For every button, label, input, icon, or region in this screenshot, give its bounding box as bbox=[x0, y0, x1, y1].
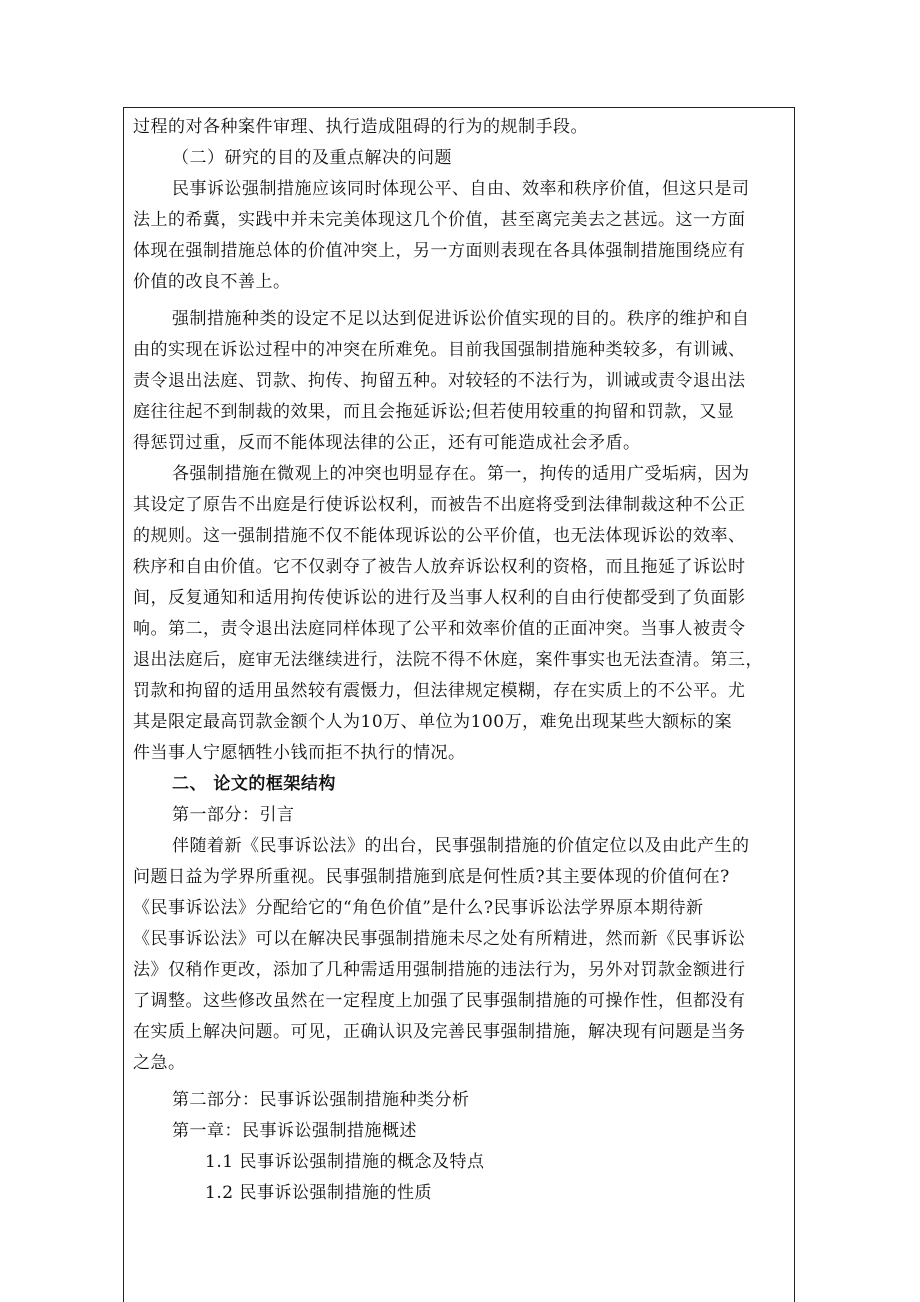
part-heading: 第一部分：引言 bbox=[172, 805, 295, 825]
text-line: 其设定了原告不出庭是行使诉讼权利，而被告不出庭将受到法律制裁这种不公正 bbox=[133, 495, 746, 515]
text-line: 问题日益为学界所重视。民事强制措施到底是何性质?其主要体现的价值何在? bbox=[133, 867, 730, 887]
text-line: 法》仅稍作更改，添加了几种需适用强制措施的违法行为，另外对罚款金额进行 bbox=[133, 960, 746, 980]
text-line: 法上的希冀，实践中并未完美体现这几个价值，甚至离完美去之甚远。这一方面 bbox=[133, 210, 746, 230]
text-line: 退出法庭后，庭审无法继续进行，法院不得不休庭，案件事实也无法查清。第三， bbox=[133, 650, 763, 670]
section-heading: （二）研究的目的及重点解决的问题 bbox=[172, 148, 452, 168]
section-heading: 二、 论文的框架结构 bbox=[172, 774, 336, 794]
part-heading: 第二部分：民事诉讼强制措施种类分析 bbox=[172, 1090, 470, 1110]
text-line: 民事诉讼强制措施应该同时体现公平、自由、效率和秩序价值，但这只是司 bbox=[172, 179, 750, 199]
text-line: 《民事诉讼法》可以在解决民事强制措施未尽之处有所精进，然而新《民事诉讼 bbox=[133, 929, 746, 949]
text-line: 体现在强制措施总体的价值冲突上，另一方面则表现在各具体强制措施围绕应有 bbox=[133, 241, 746, 261]
text-line: 其是限定最高罚款金额个人为10万、单位为100万，难免出现某些大额标的案 bbox=[133, 712, 733, 732]
text-line: 责令退出法庭、罚款、拘传、拘留五种。对较轻的不法行为，训诫或责令退出法 bbox=[133, 371, 746, 391]
text-line: 《民事诉讼法》分配给它的“角色价值”是什么?民事诉讼法学界原本期待新 bbox=[133, 898, 704, 918]
text-line: 间，反复通知和适用拘传使诉讼的进行及当事人权利的自由行使都受到了负面影 bbox=[133, 588, 746, 608]
text-line: 响。第二，责令退出法庭同样体现了公平和效率价值的正面冲突。当事人被责令 bbox=[133, 619, 746, 639]
text-line: 罚款和拘留的适用虽然较有震慑力，但法律规定模糊，存在实质上的不公平。尤 bbox=[133, 681, 746, 701]
text-line: 了调整。这些修改虽然在一定程度上加强了民事强制措施的可操作性，但都没有 bbox=[133, 991, 746, 1011]
outline-item: 1.1 民事诉讼强制措施的概念及特点 bbox=[205, 1152, 485, 1172]
text-line: 伴随着新《民事诉讼法》的出台，民事强制措施的价值定位以及由此产生的 bbox=[172, 836, 750, 856]
text-line: 件当事人宁愿牺牲小钱而拒不执行的情况。 bbox=[133, 743, 466, 763]
text-line: 得惩罚过重，反而不能体现法律的公正，还有可能造成社会矛盾。 bbox=[133, 433, 641, 453]
document-body bbox=[133, 112, 789, 1209]
text-line: 由的实现在诉讼过程中的冲突在所难免。目前我国强制措施种类较多，有训诫、 bbox=[133, 340, 746, 360]
text-line: 价值的改良不善上。 bbox=[133, 272, 291, 292]
text-line: 之急。 bbox=[133, 1053, 186, 1073]
text-line: 秩序和自由价值。它不仅剥夺了被告人放弃诉讼权利的资格，而且拖延了诉讼时 bbox=[133, 557, 746, 577]
chapter-heading: 第一章：民事诉讼强制措施概述 bbox=[172, 1121, 417, 1141]
outline-item: 1.2 民事诉讼强制措施的性质 bbox=[205, 1183, 432, 1203]
text-line: 庭往往起不到制裁的效果，而且会拖延诉讼;但若使用较重的拘留和罚款，又显 bbox=[133, 402, 735, 422]
text-line: 强制措施种类的设定不足以达到促进诉讼价值实现的目的。秩序的维护和自 bbox=[172, 309, 750, 329]
text-line: 的规则。这一强制措施不仅不能体现诉讼的公平价值，也无法体现诉讼的效率、 bbox=[133, 526, 746, 546]
text-line: 在实质上解决问题。可见，正确认识及完善民事强制措施，解决现有问题是当务 bbox=[133, 1022, 746, 1042]
text-line: 各强制措施在微观上的冲突也明显存在。第一，拘传的适用广受垢病，因为 bbox=[172, 464, 750, 484]
text-line: 过程的对各种案件审理、执行造成阻碍的行为的规制手段。 bbox=[133, 117, 588, 137]
